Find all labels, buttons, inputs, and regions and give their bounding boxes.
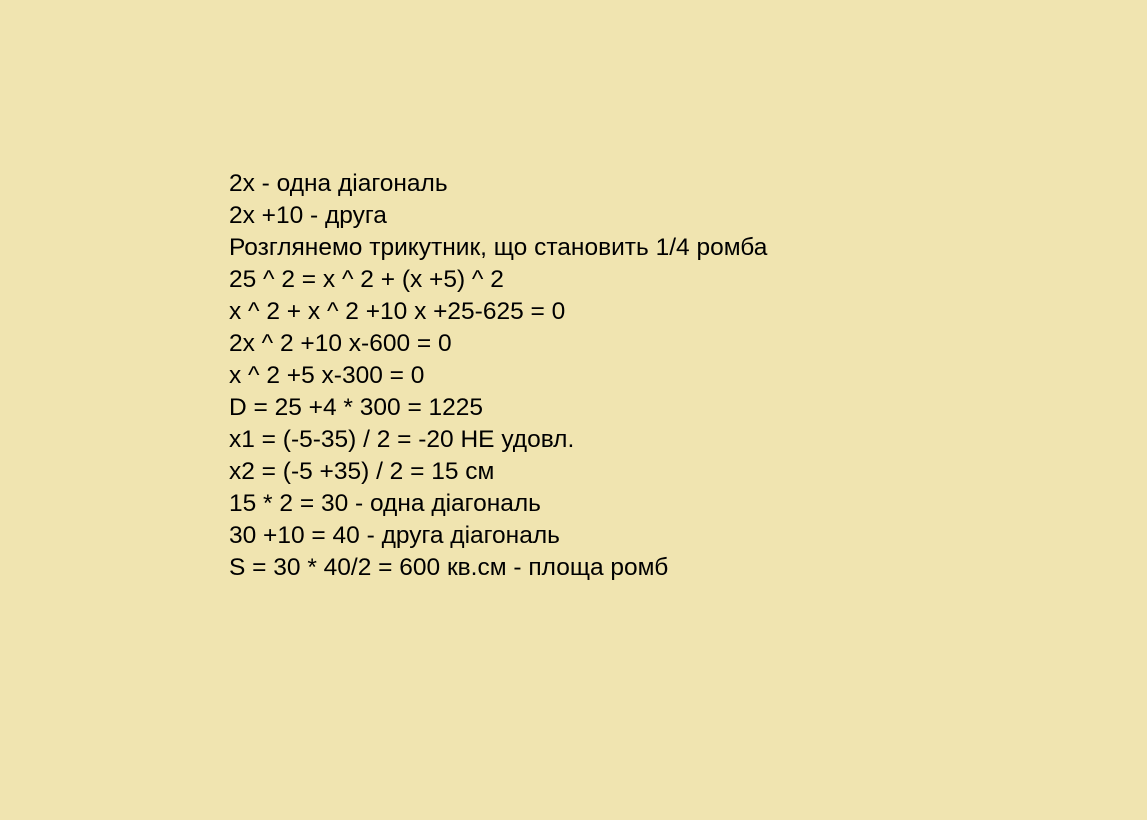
text-line: x ^ 2 +5 x-300 = 0 xyxy=(229,362,425,389)
text-line: 30 +10 = 40 - друга діагональ xyxy=(229,522,560,549)
text-line: Розглянемо трикутник, що становить 1/4 ромба xyxy=(229,234,768,261)
text-line: 25 ^ 2 = x ^ 2 + (x +5) ^ 2 xyxy=(229,266,504,293)
text-line: x2 = (-5 +35) / 2 = 15 см xyxy=(229,458,495,485)
text-line: 2x - одна діагональ xyxy=(229,170,448,197)
solution-text xyxy=(229,168,1109,584)
text-line: 2x +10 - друга xyxy=(229,202,387,229)
text-line: S = 30 * 40/2 = 600 кв.см - площа ромб xyxy=(229,554,669,581)
text-line: 15 * 2 = 30 - одна діагональ xyxy=(229,490,541,517)
text-line: 2x ^ 2 +10 x-600 = 0 xyxy=(229,330,452,357)
text-line: D = 25 +4 * 300 = 1225 xyxy=(229,394,484,421)
text-line: x1 = (-5-35) / 2 = -20 НЕ удовл. xyxy=(229,426,575,453)
text-line: x ^ 2 + x ^ 2 +10 x +25-625 = 0 xyxy=(229,298,566,325)
